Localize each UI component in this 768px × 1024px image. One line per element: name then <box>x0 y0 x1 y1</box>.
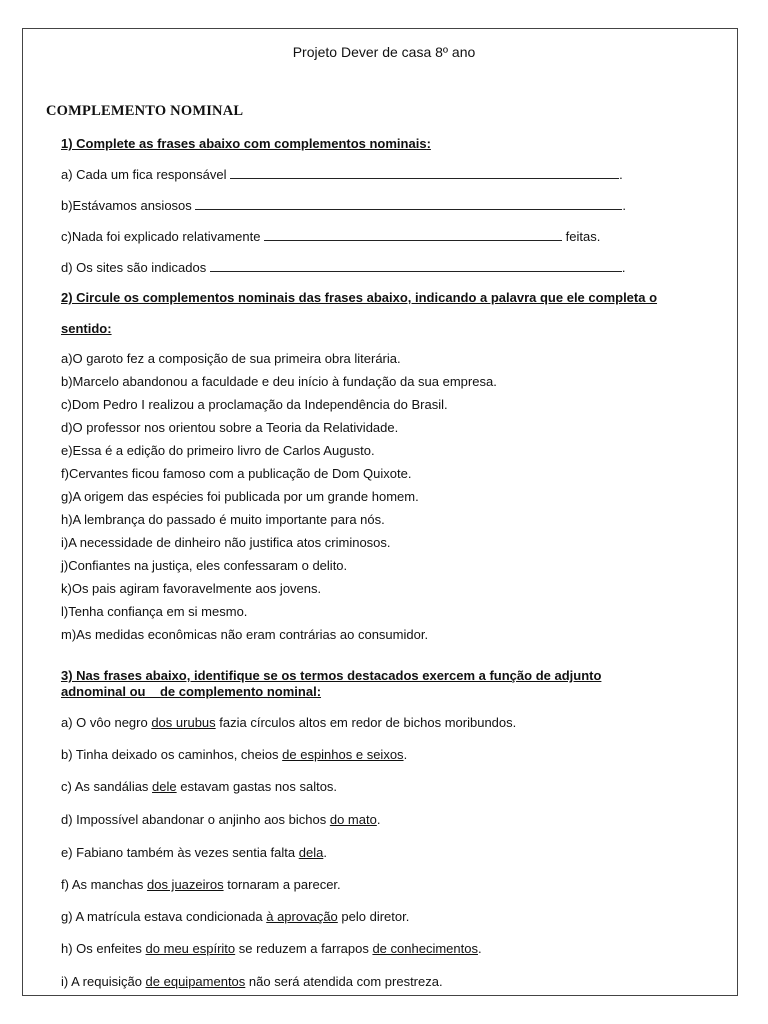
q1-item-c: c)Nada foi explicado relativamente feitas. <box>61 229 601 244</box>
q3-item: c) As sandálias dele estavam gastas nos saltos. <box>61 779 338 794</box>
q2-item: m)As medidas econômicas não eram contrárias ao consumidor. <box>61 627 429 642</box>
question-3-heading-line2: adnominal ou de complemento nominal: <box>61 684 322 699</box>
q2-item: l)Tenha confiança em si mesmo. <box>61 604 248 619</box>
highlighted-term: de espinhos e seixos <box>282 747 404 762</box>
highlighted-term: dos juazeiros <box>146 877 224 892</box>
highlighted-term: dela <box>298 845 324 860</box>
question-2-heading-line2: sentido: <box>61 321 112 336</box>
highlighted-term: à aprovação <box>266 909 338 924</box>
highlighted-term: do meu espírito <box>145 941 236 956</box>
fill-blank-line[interactable] <box>195 198 622 210</box>
q3-item: f) As manchas dos juazeiros tornaram a parecer. <box>61 877 341 892</box>
highlighted-term: de conhecimentos <box>372 941 478 956</box>
q3-item: d) Impossível abandonar o anjinho aos bichos do mato. <box>61 812 381 827</box>
q1-item-b: b)Estávamos ansiosos . <box>61 198 627 213</box>
fill-blank-line[interactable] <box>230 167 619 179</box>
q3-item: e) Fabiano também às vezes sentia falta dela. <box>61 845 327 860</box>
question-3-heading-line1: 3) Nas frases abaixo, identifique se os termos destacados exercem a função de adjunto <box>61 668 602 683</box>
q2-item: d)O professor nos orientou sobre a Teoria da Relatividade. <box>61 420 399 435</box>
q3-item: i) A requisição de equipamentos não será atendida com prestreza. <box>61 974 443 989</box>
q3-item: h) Os enfeites do meu espírito se reduzem a farrapos de conhecimentos. <box>61 941 482 956</box>
fill-blank-line[interactable] <box>264 229 562 241</box>
highlighted-term: dos urubus <box>151 715 216 730</box>
q2-item: e)Essa é a edição do primeiro livro de Carlos Augusto. <box>61 443 375 458</box>
q2-item: k)Os pais agiram favoravelmente aos jovens. <box>61 581 322 596</box>
q3-item: a) O vôo negro dos urubus fazia círculos altos em redor de bichos moribundos. <box>61 715 517 730</box>
q1-item-a: a) Cada um fica responsável . <box>61 167 623 182</box>
q2-item: g)A origem das espécies foi publicada por um grande homem. <box>61 489 419 504</box>
fill-blank-line[interactable] <box>210 260 622 272</box>
q3-item: b) Tinha deixado os caminhos, cheios de espinhos e seixos. <box>61 747 408 762</box>
q1-item-d: d) Os sites são indicados . <box>61 260 626 275</box>
q2-item: a)O garoto fez a composição de sua primeira obra literária. <box>61 351 401 366</box>
q2-item: i)A necessidade de dinheiro não justifica atos criminosos. <box>61 535 391 550</box>
q2-item: j)Confiantes na justiça, eles confessaram o delito. <box>61 558 348 573</box>
highlighted-term: do mato <box>329 812 377 827</box>
question-2-heading-line1: 2) Circule os complementos nominais das frases abaixo, indicando a palavra que ele completa o <box>61 290 658 305</box>
highlighted-term: dele <box>152 779 177 794</box>
question-1-heading: 1) Complete as frases abaixo com complementos nominais: <box>61 136 431 151</box>
document-title: COMPLEMENTO NOMINAL <box>46 103 244 119</box>
q2-item: c)Dom Pedro I realizou a proclamação da Independência do Brasil. <box>61 397 448 412</box>
highlighted-term: de equipamentos <box>145 974 246 989</box>
page-header: Projeto Dever de casa 8º ano <box>292 44 476 60</box>
q2-item: f)Cervantes ficou famoso com a publicação de Dom Quixote. <box>61 466 412 481</box>
q2-item: h)A lembrança do passado é muito importante para nós. <box>61 512 385 527</box>
q3-item: g) A matrícula estava condicionada à aprovação pelo diretor. <box>61 909 410 924</box>
q2-item: b)Marcelo abandonou a faculdade e deu início à fundação da sua empresa. <box>61 374 497 389</box>
